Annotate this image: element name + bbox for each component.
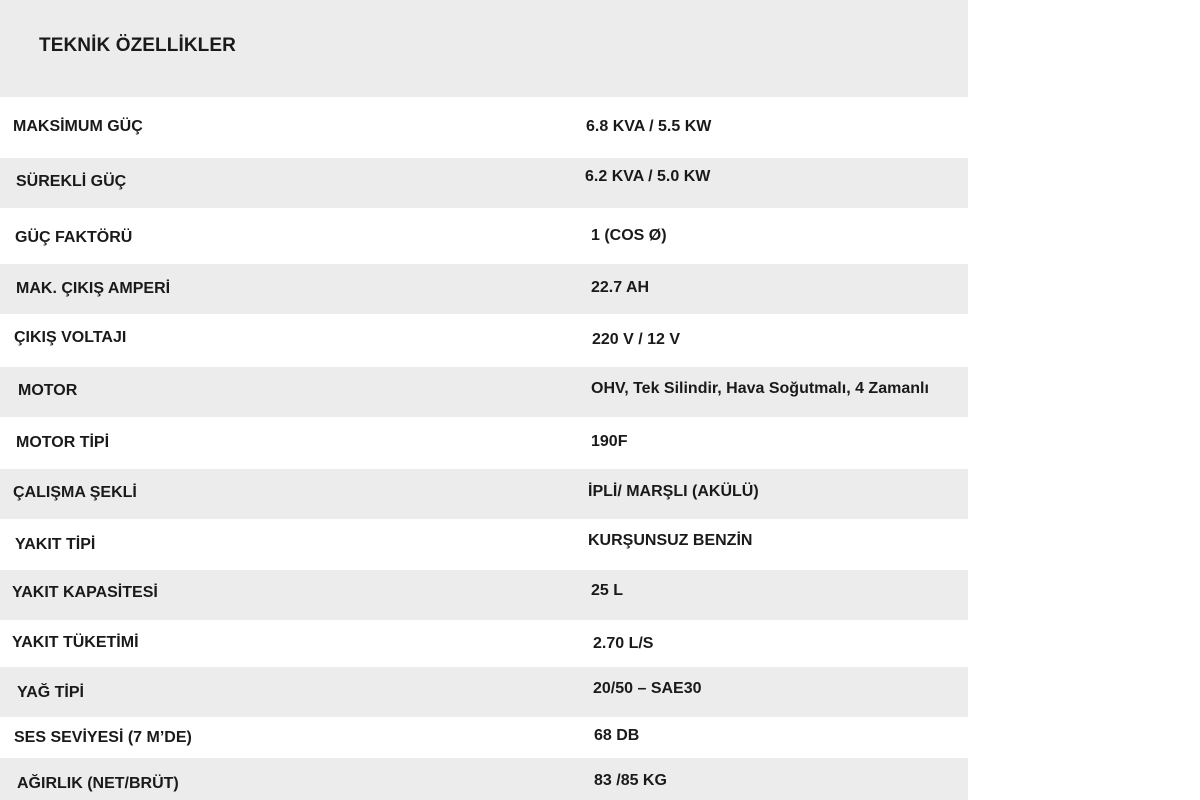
spec-row-cikis-amperi [0,264,968,314]
spec-row-yakit-tipi [0,519,968,570]
spec-row-motor [0,367,968,417]
spec-label: GÜÇ FAKTÖRÜ [15,229,133,246]
spec-row-motor-tipi [0,417,968,469]
spec-row-surekli-guc [0,158,968,208]
spec-label: ÇIKIŞ VOLTAJI [14,329,127,346]
spec-value: 220 V / 12 V [592,331,681,348]
spec-row-agirlik [0,758,968,800]
spec-label: MOTOR [18,382,78,399]
spec-value: 6.8 KVA / 5.5 KW [586,118,712,135]
spec-row-guc-faktoru [0,208,968,264]
spec-label: YAKIT TÜKETİMİ [12,634,139,651]
spec-value: 25 L [591,582,624,599]
spec-value: 83 /85 KG [594,772,667,789]
spec-label: MAKSİMUM GÜÇ [13,118,143,135]
spec-header [0,0,968,97]
spec-row-calisma-sekli [0,469,968,519]
spec-label: MOTOR TİPİ [16,434,110,451]
spec-label: YAĞ TİPİ [17,684,84,701]
spec-value: 190F [591,433,628,450]
spec-value: 6.2 KVA / 5.0 KW [585,168,711,185]
spec-label: AĞIRLIK (NET/BRÜT) [17,775,179,792]
spec-value: 2.70 L/S [593,635,654,652]
page-title: TEKNİK ÖZELLİKLER [39,35,236,56]
spec-label: YAKIT TİPİ [15,536,96,553]
spec-row-yakit-tuketimi [0,620,968,667]
spec-row-maksimum-guc [0,97,968,158]
spec-label: SES SEVİYESİ (7 M’DE) [14,729,192,746]
spec-label: MAK. ÇIKIŞ AMPERİ [16,280,171,297]
spec-row-cikis-voltaji [0,314,968,367]
spec-row-yakit-kapasitesi [0,570,968,620]
spec-value: 22.7 AH [591,279,650,296]
spec-row-yag-tipi [0,667,968,717]
spec-value: İPLİ/ MARŞLI (AKÜLÜ) [588,483,759,500]
spec-label: YAKIT KAPASİTESİ [12,584,158,601]
spec-value: KURŞUNSUZ BENZİN [588,532,753,549]
spec-value: 68 DB [594,727,640,744]
spec-label: ÇALIŞMA ŞEKLİ [13,484,137,501]
spec-label: SÜREKLİ GÜÇ [16,173,127,190]
spec-value: 20/50 – SAE30 [593,680,702,697]
spec-row-ses-seviyesi [0,717,968,758]
spec-value: OHV, Tek Silindir, Hava Soğutmalı, 4 Zamanlı [591,380,929,397]
spec-value: 1 (COS Ø) [591,227,667,244]
